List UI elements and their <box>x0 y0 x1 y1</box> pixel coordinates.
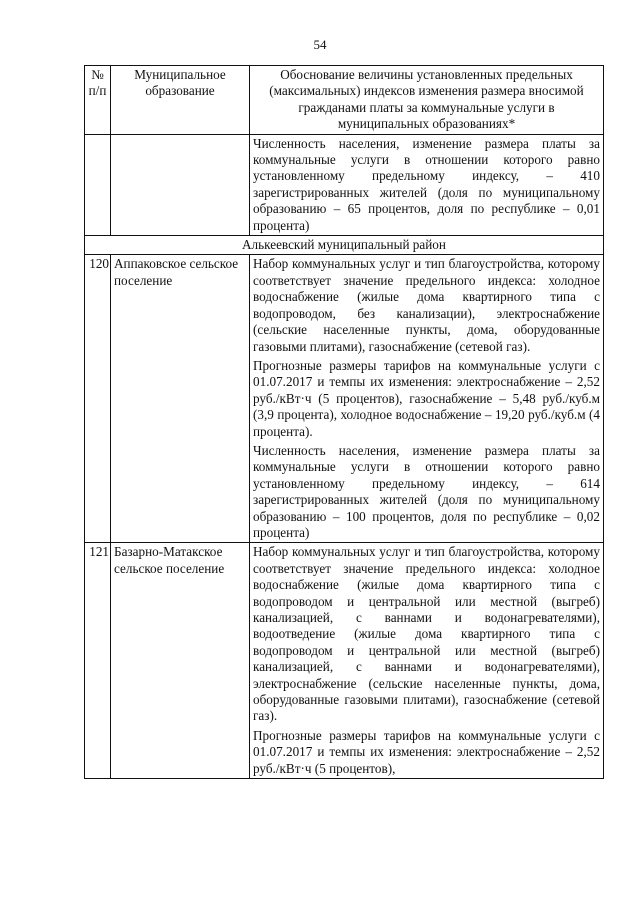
row-number: 120 <box>85 255 111 543</box>
justification-cell <box>250 255 604 543</box>
page-number: 54 <box>313 37 327 52</box>
justification-paragraph: Численность населения, изменение размера платы за коммунальные услуги в отношении которого равно установленному предельному индексу, – 614 зарегистрированных жителей (доля по муниципальному образованию – 100 процентов, доля по республике – 0,02 процента) <box>253 442 600 540</box>
row-number: 121 <box>85 543 111 779</box>
continuation-num-cell <box>85 134 111 235</box>
continuation-text: Численность населения, изменение размера платы за коммунальные услуги в отношении которого равно установленному предельному индексу, – 410 зарегистрированных жителей (доля по муниципальному образованию – 65 процентов, доля по республике – 0,01 процента) <box>250 134 604 235</box>
justification-paragraph: Набор коммунальных услуг и тип благоустройства, которому соответствует значение предельного индекса: холодное водоснабжение (жилые дома квартирного типа с водопроводом, без канализации), электроснабжение (сельские населенные пункты, дома, оборудованные газовыми плитами), газоснабжение (сетевой газ). <box>253 256 600 354</box>
table-row <box>85 543 604 779</box>
table-row <box>85 255 604 543</box>
justification-paragraph: Набор коммунальных услуг и тип благоустройства, которому соответствует значение предельного индекса: холодное водоснабжение (жилые дома квартирного типа с водопроводом и центральной или местной (выгреб) канализацией, с ваннами и водонагревателями), водоотведение (жилые дома квартирного типа с водопроводом и центральной или местной (выгреб) канализацией, с ваннами и водонагревателями), электроснабжение (сельские населенные пункты, дома, оборудованные газовыми плитами), газоснабжение (сетевой газ). <box>253 544 600 724</box>
continuation-row <box>85 134 604 235</box>
table-header-row <box>85 66 604 135</box>
header-num: № п/п <box>85 66 111 135</box>
header-municipality: Муниципальное образование <box>111 66 250 135</box>
municipality-name: Аппаковское сельское поселение <box>111 255 250 543</box>
continuation-municipality-cell <box>111 134 250 235</box>
justification-paragraph: Прогнозные размеры тарифов на коммунальные услуги с 01.07.2017 и темпы их изменения: электроснабжение – 2,52 руб./кВт·ч (5 процентов), газоснабжение – 5,48 руб./куб.м (3,9 процента), холодное водоснабжение – 19,20 руб./куб.м (4 процента). <box>253 357 600 439</box>
justification-paragraph: Прогнозные размеры тарифов на коммунальные услуги с 01.07.2017 и темпы их изменения: электроснабжение – 2,52 руб./кВт·ч (5 процентов), <box>253 727 600 776</box>
district-row <box>85 236 604 255</box>
district-title: Алькеевский муниципальный район <box>85 236 604 255</box>
tariff-table <box>84 65 604 779</box>
municipality-name: Базарно-Матакское сельское поселение <box>111 543 250 779</box>
header-justification: Обоснование величины установленных предельных (максимальных) индексов изменения размера вносимой гражданами платы за коммунальные услуги в муниципальных образованиях* <box>250 66 604 135</box>
justification-cell <box>250 543 604 779</box>
